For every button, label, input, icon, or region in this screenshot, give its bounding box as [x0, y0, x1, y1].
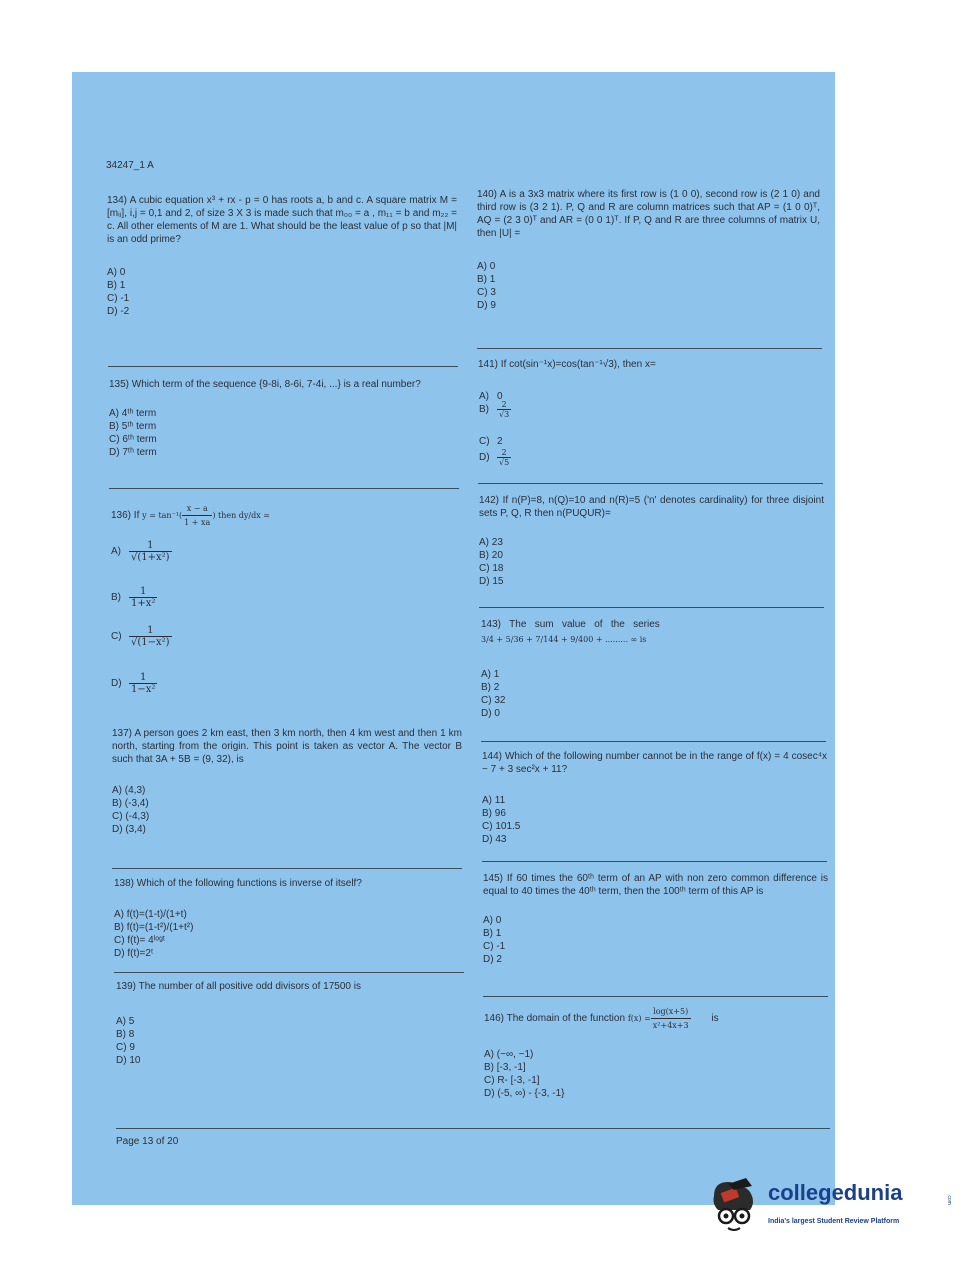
option-b	[111, 586, 157, 609]
function-label: f(x) =	[627, 1014, 651, 1024]
option-a: A) 0	[477, 261, 496, 272]
question-text: 146) The domain of the function	[484, 1013, 626, 1025]
divider	[114, 972, 464, 973]
option-a: A) 23	[479, 537, 503, 548]
option-b: B) 5ᵗʰ term	[109, 421, 157, 432]
question-140	[477, 188, 820, 312]
option-c: C) -1	[107, 293, 130, 304]
question-text: 141) If cot(sin⁻¹x)=cos(tan⁻¹√3), then x=	[478, 359, 656, 370]
option-a: A) 11	[482, 795, 506, 806]
divider	[483, 996, 828, 997]
option-d	[111, 672, 157, 695]
question-144	[482, 750, 827, 846]
numerator: log(x+5)	[651, 1005, 691, 1019]
denominator: √(1−x²)	[131, 637, 170, 648]
question-141	[478, 358, 821, 371]
question-text: 135) Which term of the sequence {9-8i, 8-6i, 7-4i, ...} is a real number?	[109, 379, 421, 390]
question-138	[114, 877, 464, 960]
option-label: B)	[479, 404, 489, 415]
option-d: D) (3,4)	[112, 824, 146, 835]
option-d	[479, 448, 511, 467]
mascot-icon	[706, 1176, 764, 1236]
option-d: D) f(t)=2ᵗ	[114, 948, 154, 959]
option-label: D)	[479, 452, 490, 463]
option-b: B) 96	[482, 808, 506, 819]
denominator: x²+4x+3	[652, 1021, 689, 1030]
divider	[108, 366, 458, 367]
option-a	[111, 540, 172, 563]
fraction	[129, 540, 172, 563]
footer-divider	[116, 1128, 830, 1129]
question-136	[111, 502, 461, 529]
paper-code: 34247_1 A	[106, 160, 154, 171]
question-142	[479, 494, 824, 588]
fraction	[129, 625, 172, 648]
option-c: C) R- [-3, -1]	[484, 1075, 540, 1086]
brand-name: collegedunia	[768, 1180, 903, 1205]
tail-text: is	[711, 1013, 719, 1025]
fraction	[651, 1005, 691, 1032]
option-c: C) 9	[116, 1042, 135, 1053]
option-c: C) (-4,3)	[112, 811, 150, 822]
brand-tagline: India's largest Student Review Platform	[768, 1218, 900, 1225]
option-a: A) 0	[107, 267, 126, 278]
option-value: 2	[497, 436, 503, 448]
option-b: B) [-3, -1]	[484, 1062, 526, 1073]
option-a: A) 0	[483, 915, 502, 926]
option-c: C) -1	[483, 941, 506, 952]
option-label: D)	[111, 678, 122, 689]
divider	[109, 488, 459, 489]
numerator: x − a	[182, 502, 212, 516]
option-b: B) 8	[116, 1029, 135, 1040]
option-d: D) 2	[483, 954, 502, 965]
question-text: 137) A person goes 2 km east, then 3 km north, then 4 km west and then 1 km north, starting from the origin. This point is taken as vector A. The vector B such that 3A + 5B = (9, 32), is	[112, 728, 462, 765]
denominator: √3	[499, 410, 510, 419]
denominator: 1−x²	[131, 684, 156, 695]
option-c: C) 101.5	[482, 821, 521, 832]
numerator: 1	[129, 625, 172, 637]
option-b: B) 2	[481, 682, 500, 693]
expression-tail: ) then dy/dx =	[212, 511, 270, 521]
collegedunia-logo[interactable]	[706, 1172, 956, 1242]
numerator: 1	[129, 586, 157, 598]
denominator: 1+x²	[131, 598, 156, 609]
divider	[478, 483, 823, 484]
question-text: 139) The number of all positive odd divisors of 17500 is	[116, 981, 361, 992]
option-c: C) 3	[477, 287, 496, 298]
denominator: √(1+x²)	[131, 552, 170, 563]
question-label: 136) If	[111, 510, 140, 522]
option-value: 0	[497, 391, 503, 403]
question-143	[481, 618, 826, 720]
denominator: 1 + xa	[184, 518, 211, 527]
option-c: C) 32	[481, 695, 506, 706]
option-c: C) f(t)= 4ˡᵒᵍᵗ	[114, 935, 166, 946]
numerator: 1	[129, 672, 157, 684]
option-label: C)	[479, 436, 490, 447]
option-a: A) 1	[481, 669, 500, 680]
divider	[477, 348, 822, 349]
fraction	[497, 448, 511, 467]
question-137	[112, 727, 462, 836]
option-b: B) f(t)=(1-t²)/(1+t²)	[114, 922, 194, 933]
question-134	[107, 194, 457, 318]
question-135	[109, 378, 459, 459]
option-c	[479, 436, 503, 447]
expression: y = tan⁻¹(	[142, 511, 183, 521]
option-a: A) 5	[116, 1016, 135, 1027]
option-c	[111, 625, 172, 648]
divider	[112, 868, 462, 869]
option-d: D) -2	[107, 306, 130, 317]
option-d: D) 43	[482, 834, 507, 845]
numerator: 2	[497, 448, 511, 458]
question-text: 143) The sum value of the series	[481, 619, 660, 630]
question-139	[116, 980, 466, 1067]
divider	[481, 741, 826, 742]
fraction	[182, 502, 212, 529]
option-label: C)	[111, 631, 122, 642]
question-text: 134) A cubic equation x³ + rx - p = 0 has roots a, b and c. A square matrix M = [mᵢⱼ], i,j = 0,1 and 2, of size 3 X 3 is made such that m₀₀ = a , m₁₁ = b and m₂₂ = c. All other elements of M are 1. What should be the least value of p so that |M| is an odd prime?	[107, 195, 457, 245]
option-b	[479, 400, 511, 419]
question-145	[483, 872, 828, 966]
option-d: D) 9	[477, 300, 496, 311]
divider	[479, 607, 824, 608]
option-b: B) (-3,4)	[112, 798, 149, 809]
series-expression: 3/4 + 5/36 + 7/144 + 9/400 + ......... ∞ is	[481, 635, 647, 644]
option-d: D) 10	[116, 1055, 141, 1066]
option-a: A) 4ᵗʰ term	[109, 408, 157, 419]
question-text: 138) Which of the following functions is inverse of itself?	[114, 878, 362, 889]
option-a: A) (−∞, −1)	[484, 1049, 534, 1060]
option-d: D) (-5, ∞) - {-3, -1}	[484, 1088, 565, 1099]
question-text: 144) Which of the following number cannot be in the range of f(x) = 4 cosec⁴x − 7 + 3 sec²x + 11?	[482, 751, 827, 775]
question-text: 142) If n(P)=8, n(Q)=10 and n(R)=5 ('n' denotes cardinality) for three disjoint sets P, Q, R then n(PUQUR)=	[479, 495, 824, 519]
brand-suffix: .com	[946, 1194, 952, 1205]
fraction	[129, 672, 157, 695]
numerator: 2	[497, 400, 511, 410]
question-146	[484, 1005, 829, 1100]
option-c: C) 18	[479, 563, 504, 574]
question-text: 140) A is a 3x3 matrix where its first row is (1 0 0), second row is (2 1 0) and third row is (3 2 1). P, Q and R are column matrices such that AP = (1 0 0)ᵀ, AQ = (2 3 0)ᵀ and AR = (0 0 1)ᵀ. If P, Q and R are three columns of matrix U, then |U| =	[477, 189, 820, 239]
option-b: B) 1	[483, 928, 502, 939]
question-text: 145) If 60 times the 60ᵗʰ term of an AP with non zero common difference is equal to 40 times the 40ᵗʰ term, then the 100ᵗʰ term of this AP is	[483, 873, 828, 897]
divider	[482, 861, 827, 862]
option-a: A) f(t)=(1-t)/(1+t)	[114, 909, 187, 920]
fraction	[129, 586, 157, 609]
option-label: B)	[111, 592, 121, 603]
option-label: A)	[479, 391, 489, 402]
numerator: 1	[129, 540, 172, 552]
page-number: Page 13 of 20	[116, 1136, 179, 1147]
option-b: B) 1	[477, 274, 496, 285]
fraction	[497, 400, 511, 419]
option-b: B) 1	[107, 280, 126, 291]
option-a: A) (4,3)	[112, 785, 146, 796]
denominator: √5	[499, 458, 510, 467]
option-c: C) 6ᵗʰ term	[109, 434, 157, 445]
option-b: B) 20	[479, 550, 503, 561]
option-d: D) 0	[481, 708, 500, 719]
option-label: A)	[111, 546, 121, 557]
option-d: D) 7ᵗʰ term	[109, 447, 157, 458]
option-d: D) 15	[479, 576, 504, 587]
